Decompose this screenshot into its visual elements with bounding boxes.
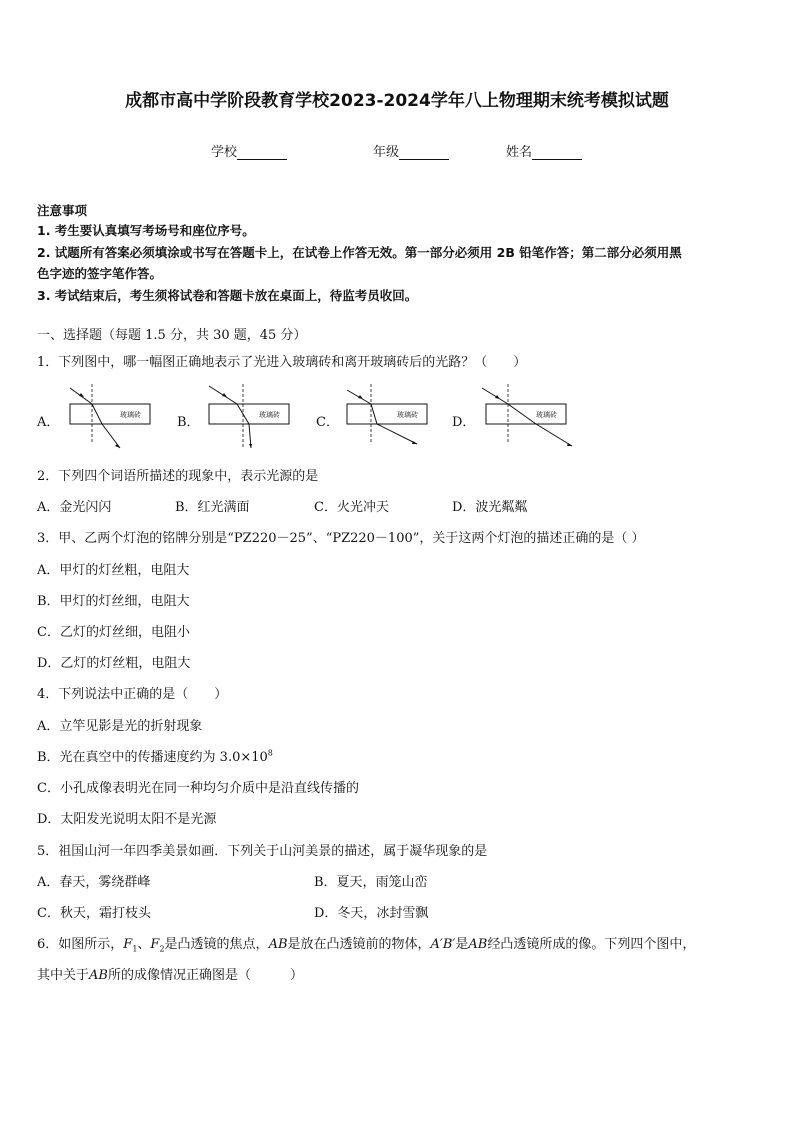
q4-option-c: C．小孔成像表明光在同一种均匀介质中是沿直线传播的 [37,781,359,796]
name-label: 姓名 [506,145,533,160]
q1-option-letter: B． [177,415,200,430]
school-blank[interactable] [237,145,287,160]
q6-text: 所的成像情况正确图是（ ） [107,968,303,983]
glass-label: 玻璃砖 [259,411,280,419]
q6-image-ab: A′B′ [430,937,456,952]
q6-sub: 2 [159,944,165,954]
q6-text: 是凸透镜的焦点， [164,937,269,952]
q6-text: 是 [455,937,469,952]
q5-option-d: D．冬天，冰封雪飘 [314,906,429,921]
q2-option-d: D．波光粼粼 [452,500,528,515]
q6-text: 是放在凸透镜前的物体， [287,937,431,952]
q4-option-b-text: B．光在真空中的传播速度约为 3.0×10 [37,750,268,765]
grade-blank[interactable] [399,145,449,160]
question-5-stem: 5．祖国山河一年四季美景如画．下列关于山河美景的描述，属于凝华现象的是 [37,844,488,859]
name-field [506,141,582,160]
q1-option-letter: A． [37,415,60,430]
q5-option-a: A．春天，雾绕群峰 [37,875,151,890]
q1-diagram-d[interactable] [480,382,620,452]
glass-label: 玻璃砖 [120,411,141,419]
q5-option-b: B．夏天，雨笼山峦 [314,875,428,890]
q4-option-b [37,750,273,766]
glass-label: 玻璃砖 [397,411,418,419]
q1-option-letter: C． [316,415,339,430]
grade-field [373,141,449,160]
q4-option-b-exponent: 8 [267,748,273,758]
q6-focus-f1: F [123,937,133,952]
q3-option-d: D．乙灯的灯丝粗，电阻大 [37,656,191,671]
q3-option-a: A．甲灯的灯丝粗，电阻大 [37,563,190,578]
q4-option-a: A．立竿见影是光的折射现象 [37,719,203,734]
q4-option-d: D．太阳发光说明太阳不是光源 [37,812,217,827]
q6-object-ab: AB [268,937,288,952]
q6-text: 6．如图所示， [37,937,124,952]
notice-item: 色字迹的签字笔作答。 [37,266,163,281]
q6-text: 、 [137,937,151,952]
q6-text: 其中关于 [37,968,90,983]
q2-option-c: C．火光冲天 [314,500,389,515]
name-blank[interactable] [532,145,582,160]
q6-object-ab: AB [468,937,488,952]
q3-option-b: B．甲灯的灯丝细，电阻大 [37,594,190,609]
notice-item: 3. 考试结束后，考生须将试卷和答题卡放在桌面上，待监考员收回。 [37,288,418,303]
question-4-stem: 4．下列说法中正确的是（ ） [37,687,228,702]
grade-label: 年级 [373,145,400,160]
page-title: 成都市高中学阶段教育学校2023-2024学年八上物理期末统考模拟试题 [125,91,669,111]
q2-option-b: B．红光满面 [175,500,250,515]
section-heading: 一、选择题（每题 1.5 分，共 30 题，45 分） [37,328,307,343]
notice-item: 2. 试题所有答案必须填涂或书写在答题卡上，在试卷上作答无效。第一部分必须用 2B 铅笔作答；第二部分必须用黑 [37,245,682,260]
q5-option-c: C．秋天，霜打枝头 [37,906,151,921]
q6-object-ab: AB [89,968,108,983]
q6-text: 经凸透镜所成的像。下列四个图中， [487,937,696,952]
question-6-stem [37,937,695,958]
q6-focus-f2: F [150,937,160,952]
glass-label: 玻璃砖 [536,411,557,419]
q2-option-a: A．金光闪闪 [37,500,112,515]
school-field [211,141,287,160]
q3-option-c: C．乙灯的灯丝细，电阻小 [37,625,190,640]
question-3-stem: 3．甲、乙两个灯泡的铭牌分别是“PZ220－25”、“PZ220－100”，关于这两个灯泡的描述正确的是（ ） [37,531,645,546]
q1-option-letter: D． [452,415,476,430]
question-6-stem-line-2 [37,968,303,984]
notice-item: 1. 考生要认真填写考场号和座位序号。 [37,223,255,238]
question-1-stem: 1．下列图中，哪一幅图正确地表示了光进入玻璃砖和离开玻璃砖后的光路？（ ） [37,355,527,370]
school-label: 学校 [211,145,238,160]
question-2-stem: 2．下列四个词语所描述的现象中，表示光源的是 [37,469,319,484]
notice-heading: 注意事项 [37,203,88,218]
q6-sub: 1 [132,944,138,954]
